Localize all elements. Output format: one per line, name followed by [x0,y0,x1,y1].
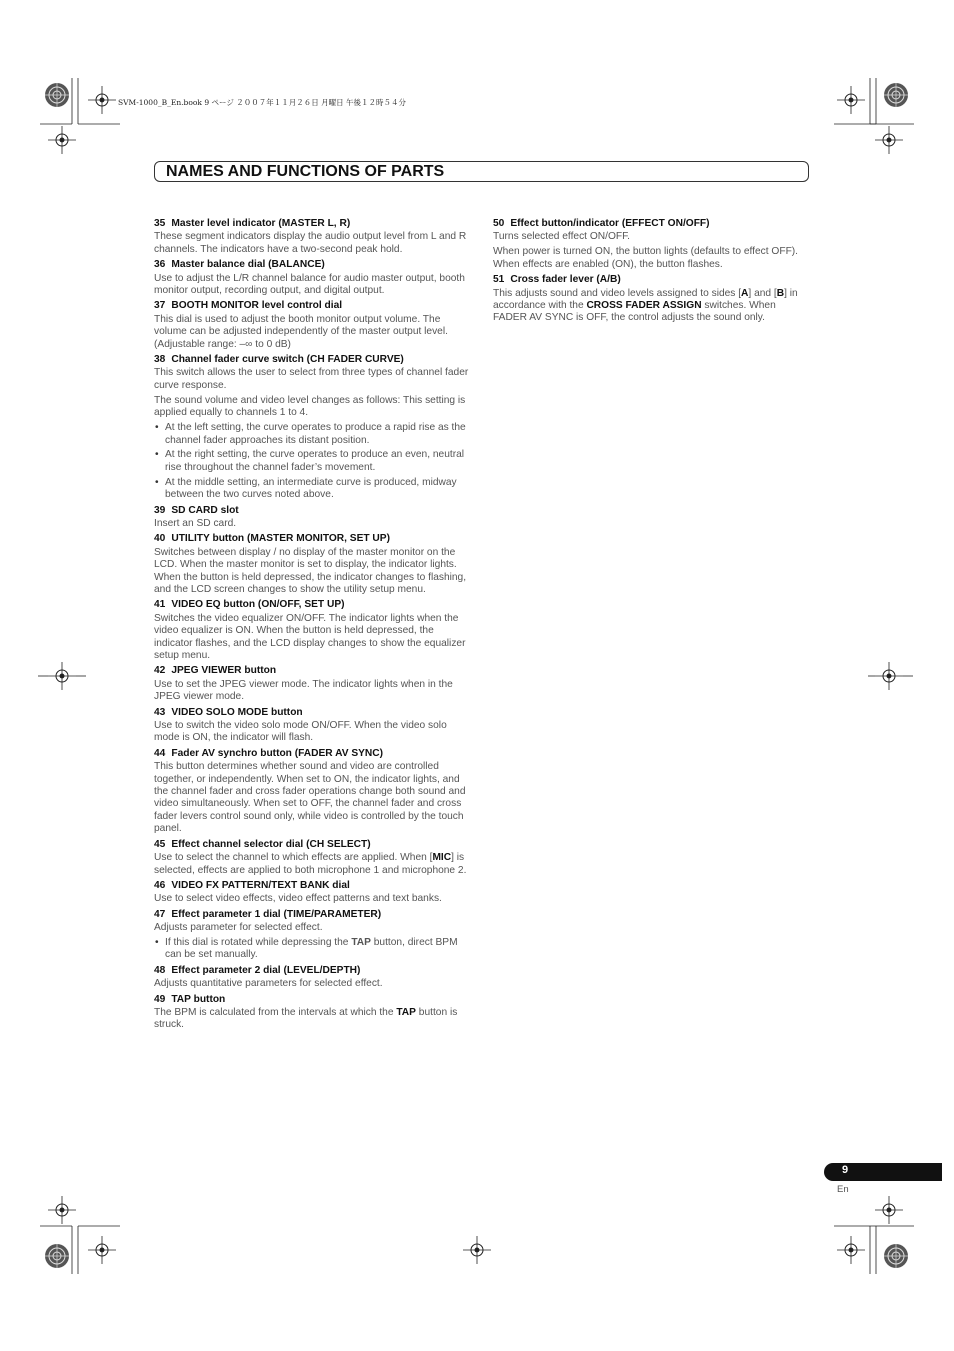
description-text: Switches the video equalizer ON/OFF. The indicator lights when the video equalizer is ON. When the button is held depressed, the indicator flashes, and the LCD display changes to show the equalizer setup menu. [154,612,466,661]
item-number: 51 [493,274,505,286]
description-text: Use to switch the video solo mode ON/OFF. When the video solo mode is ON, the indicator will flash. [154,720,447,744]
item-heading [154,994,472,1006]
item-title: TAP button [171,993,226,1005]
right-column [493,218,811,328]
item-title: VIDEO EQ button (ON/OFF, SET UP) [171,599,345,611]
item-44 [154,748,472,836]
item-37 [154,300,472,351]
item-title: Fader AV synchro button (FADER AV SYNC) [171,747,384,759]
description-text: Switches between display / no display of the master monitor on the LCD. When the master monitor is set to display, the indicator lights. When the button is held depressed, the indicator changes to flashing, and the LCD screen changes to show the utility setup menu. [154,546,467,595]
description-text: Use to adjust the L/R channel balance for audio master output, booth monitor output, recording output, and digital output. [154,272,465,297]
item-41 [154,599,472,662]
page-number-tab [824,1163,942,1181]
book-header-line: SVM-1000_B_En.book 9 ページ ２００７年１１月２６日 月曜日 午後１２時５４分 [118,98,406,107]
section-title: NAMES AND FUNCTIONS OF PARTS [166,163,445,180]
item-number: 41 [154,599,166,611]
description-text: Use to set the JPEG viewer mode. The indicator lights when in the JPEG viewer mode. [154,678,453,703]
item-title: VIDEO FX PATTERN/TEXT BANK dial [171,879,350,891]
item-heading [154,599,472,611]
item-heading [154,909,472,921]
item-heading [154,880,472,892]
item-50 [493,218,811,271]
item-heading [154,748,472,760]
item-40 [154,533,472,596]
item-number: 44 [154,747,166,759]
item-heading [154,259,472,271]
item-number: 47 [154,908,166,920]
item-number: 35 [154,218,166,229]
item-heading [154,839,472,851]
description-text: This dial is used to adjust the booth monitor output volume. The volume can be adjusted independently of the master output level. (Adjustable range: –∞ to 0 dB) [154,313,448,350]
item-title: Cross fader lever (A/B) [510,274,621,286]
item-heading [154,707,472,719]
item-heading [493,274,811,286]
left-column [154,218,472,1035]
item-39 [154,505,472,531]
item-36 [154,259,472,297]
item-title: Effect parameter 1 dial (TIME/PARAMETER) [171,908,382,920]
item-48 [154,965,472,991]
section-title-bar [154,161,809,182]
item-title: Master level indicator (MASTER L, R) [171,218,351,229]
item-number: 46 [154,879,166,891]
item-45 [154,839,472,877]
item-46 [154,880,472,906]
item-title: Master balance dial (BALANCE) [171,259,325,271]
item-heading [154,533,472,545]
item-title: BOOTH MONITOR level control dial [171,300,343,312]
item-number: 37 [154,300,166,312]
item-title: UTILITY button (MASTER MONITOR, SET UP) [171,533,390,545]
item-35 [154,218,472,256]
item-47 [154,909,472,962]
description-text: Turns selected effect ON/OFF. [493,231,631,243]
bullet-item: • At the right setting, the curve operates to produce an even, neutral rise throughout the channel fader’s movement. [154,449,472,474]
description-text: Adjusts parameter for selected effect. [154,922,323,934]
bullet-item: • If this dial is rotated while depressing the TAP button, direct BPM can be set manually. [154,937,472,962]
description-text: These segment indicators display the audio output level from L and R channels. The indicators have a two-second peak hold. [154,231,467,255]
description-text: This button determines whether sound and video are controlled together, or independently. When set to ON, the indicator lights, and the channel fader and cross fader operations change both sound and video simultaneously. When set to OFF, the channel fader and cross fader levers control sound only, while video is controlled by the touch panel. [154,761,466,835]
item-49 [154,994,472,1032]
item-title: JPEG VIEWER button [171,665,277,677]
description-text: Adjusts quantitative parameters for selected effect. [154,978,383,990]
item-42 [154,665,472,703]
item-heading [154,300,472,312]
description-text: Use to select video effects, video effect patterns and text banks. [154,893,442,905]
item-title: VIDEO SOLO MODE button [171,706,303,718]
item-38 [154,354,472,501]
item-heading [154,965,472,977]
bullet-item: • At the middle setting, an intermediate curve is produced, midway between the two curves noted above. [154,477,472,502]
item-number: 43 [154,706,166,718]
item-title: Channel fader curve switch (CH FADER CURVE) [171,354,404,366]
description-text: Use to select the channel to which effects are applied. When [MIC] is selected, effects are applied to both microphone 1 and microphone 2. [154,852,467,876]
description-text: This adjusts sound and video levels assigned to sides [A] and [B] in accordance with the CROSS FADER ASSIGN switches. When FADER AV SYNC is OFF, the control adjusts the sound only. [493,287,798,324]
item-title: SD CARD slot [171,504,239,516]
description-text: The sound volume and video level changes as follows: This setting is applied equally to channels 1 to 4. [154,394,466,419]
item-number: 49 [154,993,166,1005]
item-title: Effect channel selector dial (CH SELECT) [171,838,371,850]
item-heading [154,505,472,517]
description-text: Insert an SD card. [154,517,237,529]
item-51 [493,274,811,325]
item-heading [154,665,472,677]
item-number: 50 [493,218,505,229]
page-language: En [837,1184,849,1195]
item-heading [154,354,472,366]
item-number: 45 [154,838,166,850]
item-heading [154,218,472,230]
item-heading [493,218,811,230]
item-43 [154,707,472,745]
description-text: When power is turned ON, the button lights (defaults to effect OFF). When effects are enabled (ON), the button flashes. [493,246,799,270]
description-text: This switch allows the user to select from three types of channel fader curve response. [154,367,469,391]
item-number: 40 [154,533,166,545]
bullet-item: • At the left setting, the curve operates to produce a rapid rise as the channel fader approaches its distant position. [154,422,472,447]
item-title: Effect button/indicator (EFFECT ON/OFF) [510,218,710,229]
description-text: The BPM is calculated from the intervals at which the TAP button is struck. [154,1007,458,1031]
item-number: 36 [154,259,166,271]
page-number: 9 [842,1164,849,1176]
item-number: 48 [154,964,166,976]
item-title: Effect parameter 2 dial (LEVEL/DEPTH) [171,964,361,976]
item-number: 38 [154,354,166,366]
item-number: 39 [154,504,166,516]
item-number: 42 [154,665,166,677]
